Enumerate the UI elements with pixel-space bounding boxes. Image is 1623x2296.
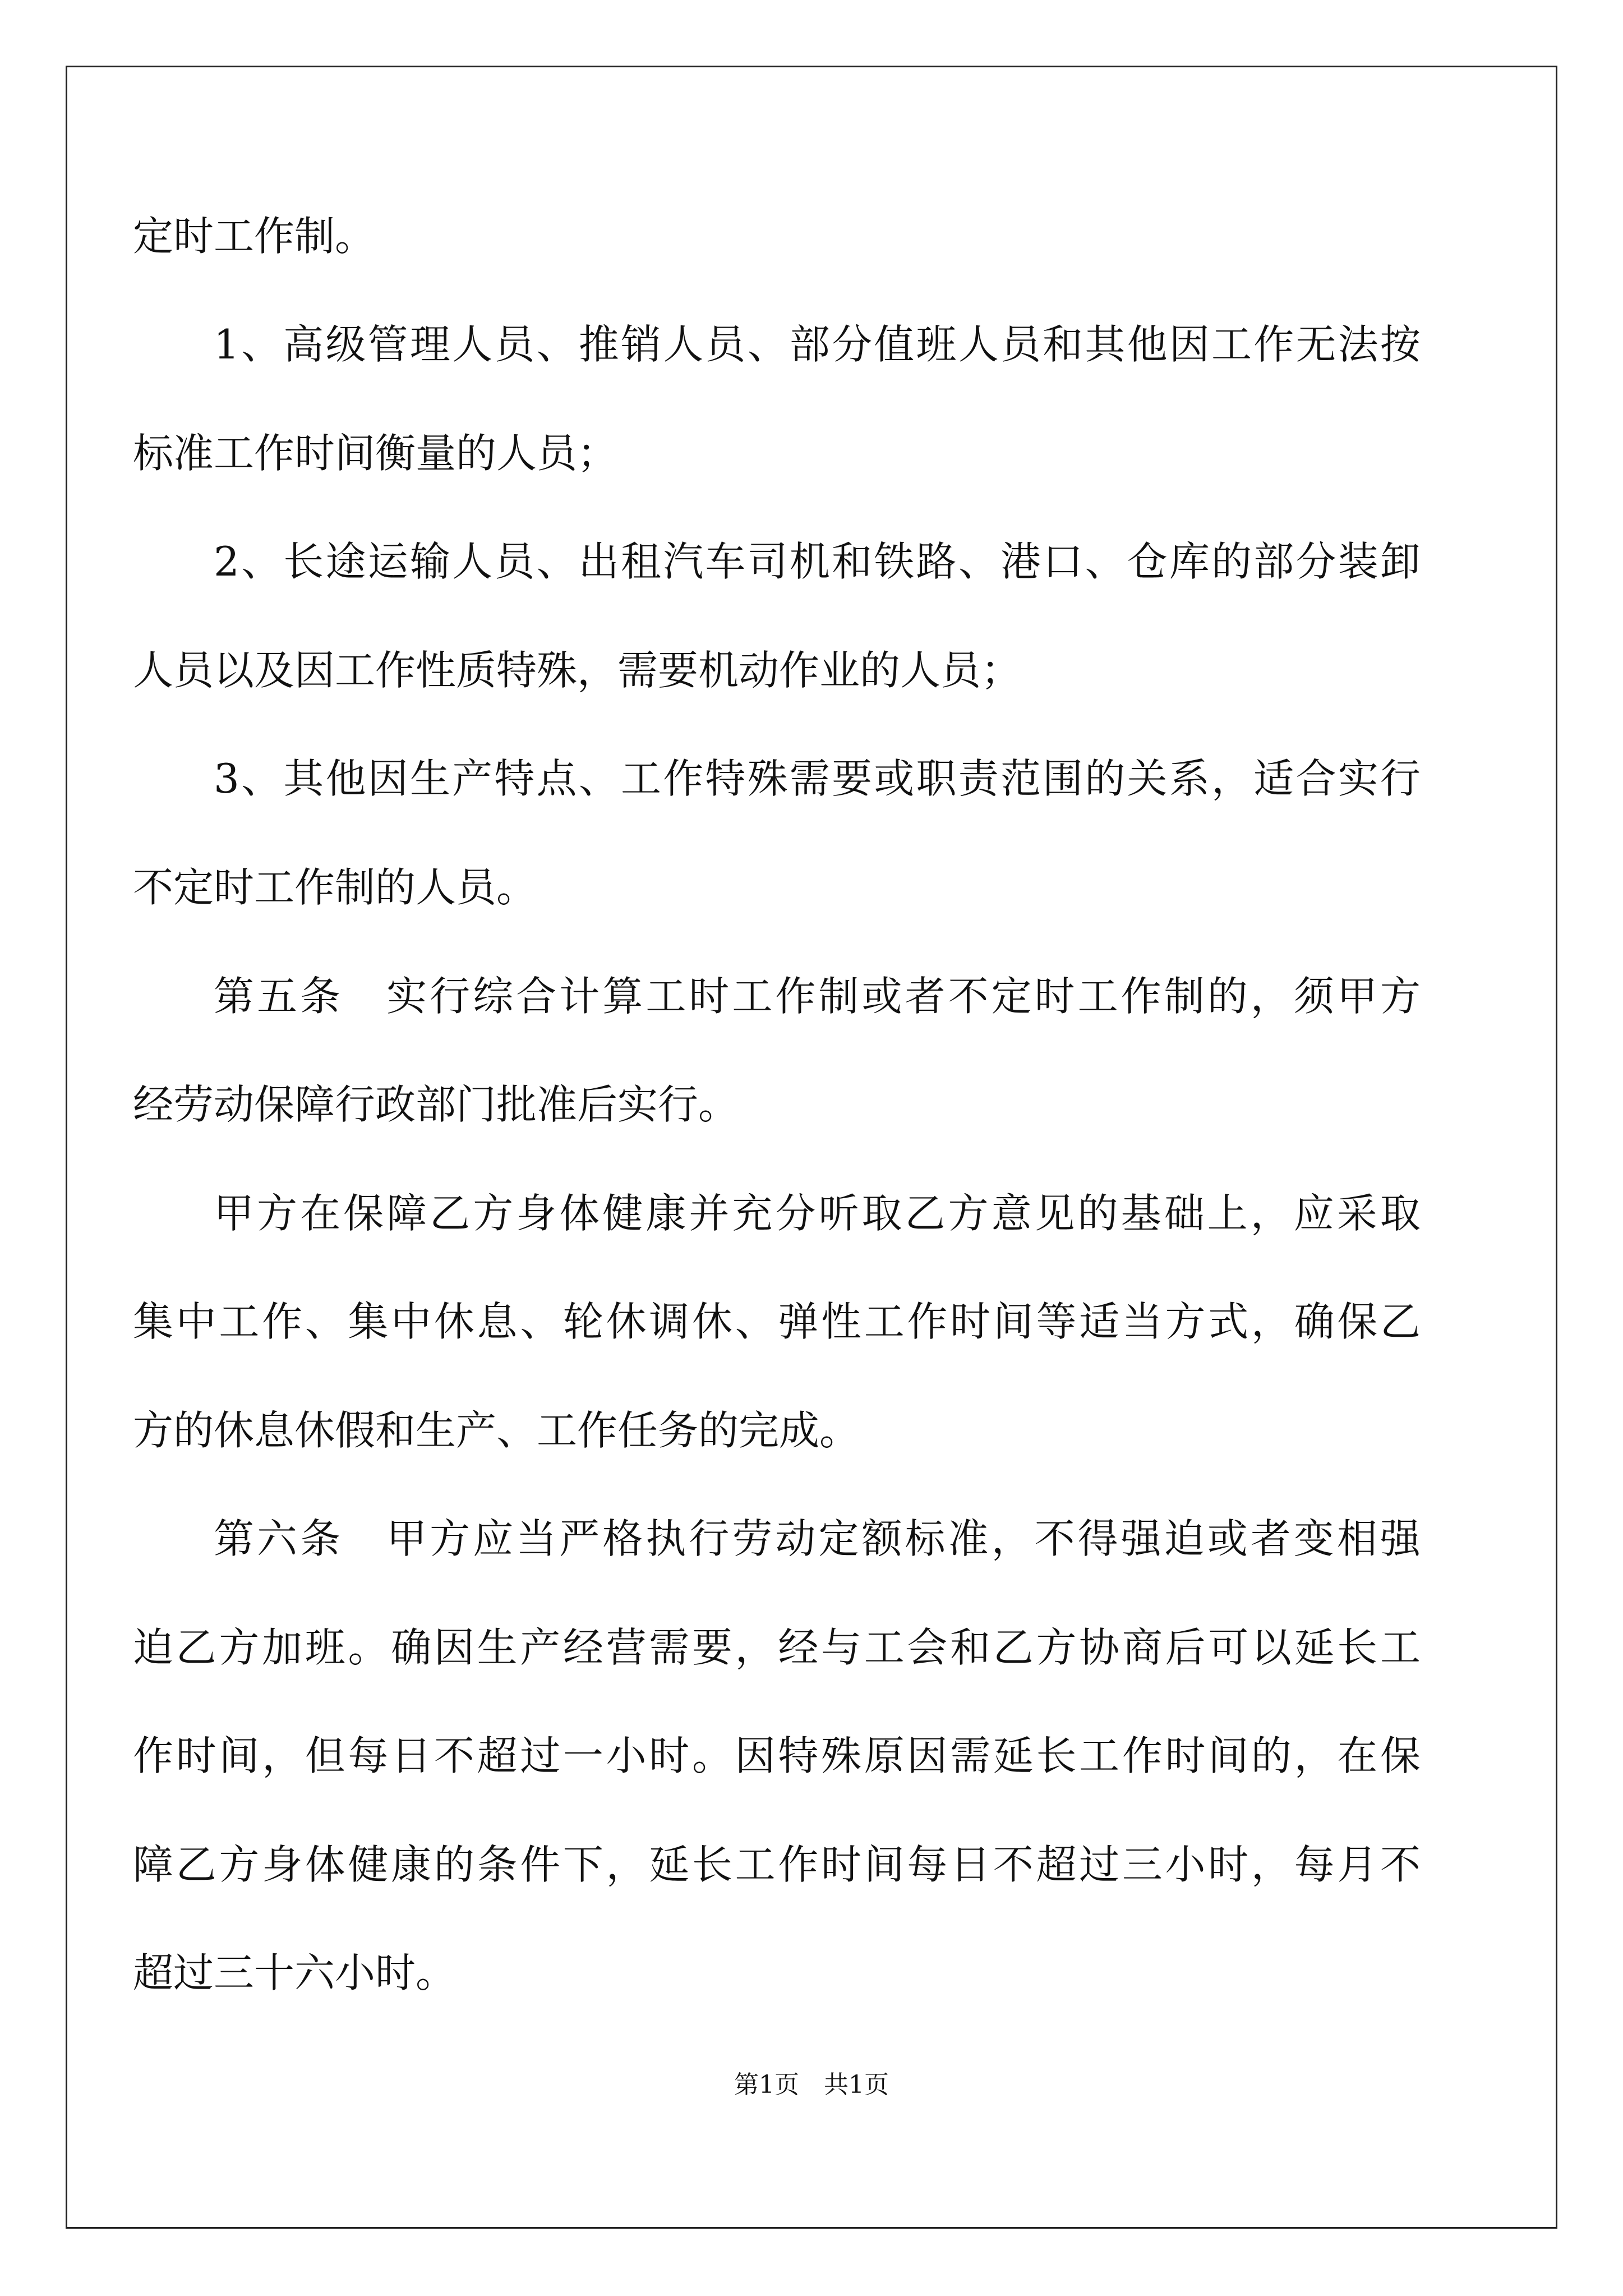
page-border	[66, 66, 1557, 2229]
text-line: 迫 乙 方 加 班 。 确 因 生 产 经 营 需 要 ， 经 与 工 会 和 乙 方 协 商 后 可 以 延 长 工	[133, 1624, 1421, 1671]
page-footer: 第1页 共1页	[734, 2070, 889, 2099]
text-line: 超过三十六小时。	[133, 1949, 457, 1996]
text-line: 人员以及因工作性质特殊，需要机动作业的人员；	[133, 647, 1022, 694]
text-line: 集 中 工 作 、 集 中 休 息 、 轮 休 调 休 、 弹 性 工 作 时 间 等 适 当 方 式 ， 确 保 乙	[133, 1298, 1421, 1345]
text-line: 经劳动保障行政部门批准后实行。	[133, 1081, 739, 1128]
text-line: 标准工作时间衡量的人员；	[133, 430, 618, 477]
text-line: 不定时工作制的人员。	[133, 864, 537, 911]
text-line: 3 、 其 他 因 生 产 特 点 、 工 作 特 殊 需 要 或 职 责 范 围 的 关 系 ， 适 合 实 行	[214, 755, 1421, 802]
text-line: 甲 方 在 保 障 乙 方 身 体 健 康 并 充 分 听 取 乙 方 意 见 的 基 础 上 ， 应 采 取	[214, 1190, 1421, 1237]
text-line: 2 、 长 途 运 输 人 员 、 出 租 汽 车 司 机 和 铁 路 、 港 口 、 仓 库 的 部 分 装 卸	[214, 538, 1421, 585]
text-line: 第 五 条 实 行 综 合 计 算 工 时 工 作 制 或 者 不 定 时 工 作 制 的 ， 须 甲 方	[214, 973, 1421, 1020]
text-line: 定时工作制。	[133, 213, 376, 260]
text-line: 作 时 间 ， 但 每 日 不 超 过 一 小 时 。 因 特 殊 原 因 需 延 长 工 作 时 间 的 ， 在 保	[133, 1732, 1421, 1779]
text-line: 障 乙 方 身 体 健 康 的 条 件 下 ， 延 长 工 作 时 间 每 日 不 超 过 三 小 时 ， 每 月 不	[133, 1841, 1421, 1888]
text-line: 1 、 高 级 管 理 人 员 、 推 销 人 员 、 部 分 值 班 人 员 和 其 他 因 工 作 无 法 按	[214, 321, 1421, 368]
text-line: 方的休息休假和生产、工作任务的完成。	[133, 1407, 860, 1454]
text-line: 第 六 条 甲 方 应 当 严 格 执 行 劳 动 定 额 标 准 ， 不 得 强 迫 或 者 变 相 强	[214, 1515, 1421, 1562]
